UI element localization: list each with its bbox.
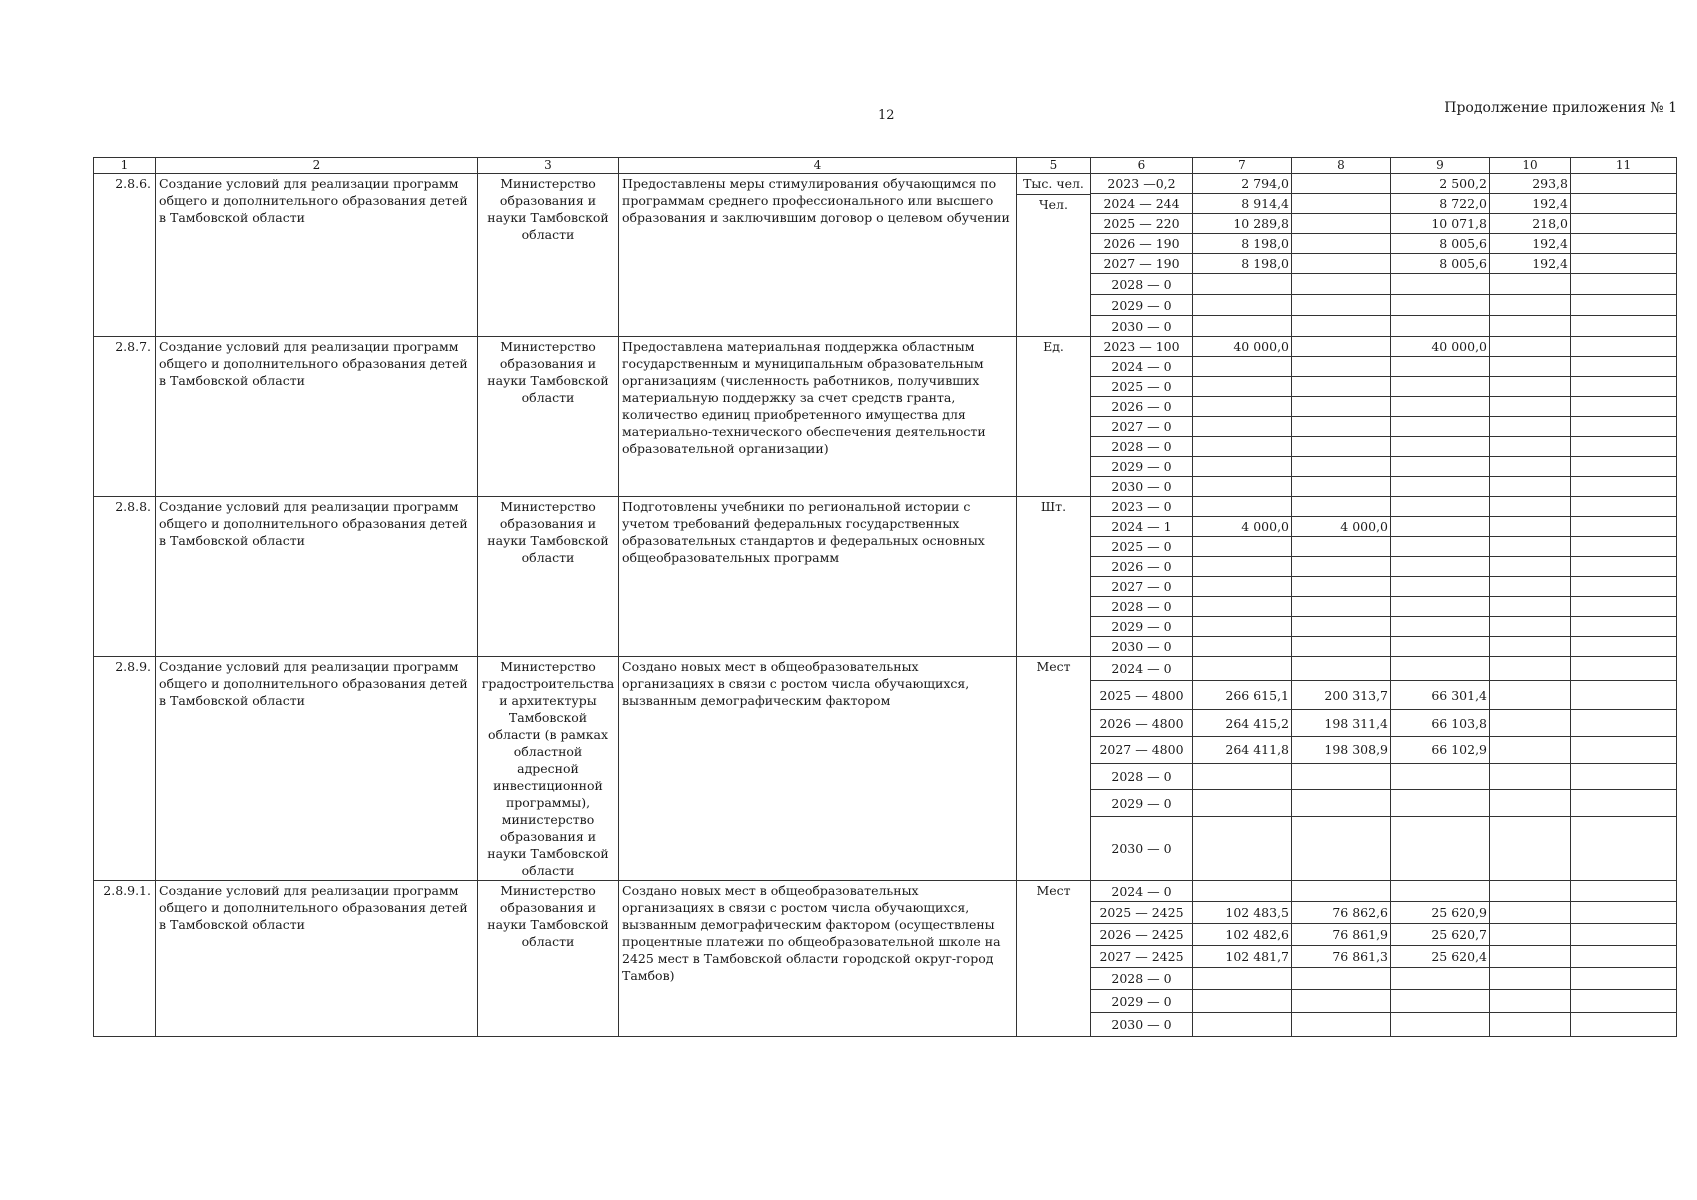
column-number-row: [94, 158, 1677, 174]
column-11-cell: [1571, 377, 1677, 397]
year-value: 2026 — 2425: [1091, 924, 1193, 946]
section-units: [1017, 881, 1091, 1037]
unit-label: Мест: [1036, 659, 1071, 674]
federal-value: [1292, 194, 1391, 214]
section-units: [1017, 337, 1091, 497]
total-value: [1193, 437, 1292, 457]
local-value: [1490, 597, 1571, 617]
federal-value: [1292, 1013, 1391, 1037]
column-number: 10: [1490, 158, 1571, 174]
total-value: 266 615,1: [1193, 681, 1292, 710]
local-value: [1490, 477, 1571, 497]
federal-value: [1292, 657, 1391, 681]
total-value: [1193, 968, 1292, 990]
column-11-cell: [1571, 437, 1677, 457]
year-value: 2027 — 2425: [1091, 946, 1193, 968]
year-value: 2027 — 190: [1091, 254, 1193, 274]
section-result: Создано новых мест в общеобразовательных организациях в связи с ростом числа обучающихся, вызванным демографическим фактором (осуществлены процентные платежи по общеобразовательной школе на 2425 мест в Тамбовской области городской округ-город Тамбов): [619, 881, 1017, 1037]
regional-value: [1391, 790, 1490, 817]
regional-value: [1391, 637, 1490, 657]
column-11-cell: [1571, 657, 1677, 681]
section-name: Создание условий для реализации программ общего и дополнительного образования детей в Тамбовской области: [156, 497, 478, 657]
total-value: 4 000,0: [1193, 517, 1292, 537]
regional-value: 66 301,4: [1391, 681, 1490, 710]
local-value: 192,4: [1490, 234, 1571, 254]
local-value: [1490, 337, 1571, 357]
regional-value: [1391, 377, 1490, 397]
column-11-cell: [1571, 881, 1677, 902]
regional-value: 40 000,0: [1391, 337, 1490, 357]
total-value: 102 482,6: [1193, 924, 1292, 946]
year-value: 2025 — 2425: [1091, 902, 1193, 924]
regional-value: [1391, 968, 1490, 990]
year-value: 2027 — 4800: [1091, 737, 1193, 764]
year-value: 2029 — 0: [1091, 617, 1193, 637]
year-value: 2028 — 0: [1091, 597, 1193, 617]
year-value: 2024 — 1: [1091, 517, 1193, 537]
regional-value: 2 500,2: [1391, 174, 1490, 194]
local-value: [1490, 657, 1571, 681]
local-value: [1490, 397, 1571, 417]
column-number: 5: [1017, 158, 1091, 174]
local-value: [1490, 537, 1571, 557]
federal-value: [1292, 477, 1391, 497]
regional-value: [1391, 437, 1490, 457]
federal-value: [1292, 397, 1391, 417]
regional-value: 25 620,9: [1391, 902, 1490, 924]
total-value: [1193, 637, 1292, 657]
column-11-cell: [1571, 990, 1677, 1013]
federal-value: [1292, 597, 1391, 617]
regional-value: [1391, 497, 1490, 517]
section-units: [1017, 657, 1091, 881]
year-value: 2026 — 190: [1091, 234, 1193, 254]
local-value: [1490, 902, 1571, 924]
regional-value: [1391, 817, 1490, 881]
year-value: 2030 — 0: [1091, 477, 1193, 497]
local-value: [1490, 274, 1571, 295]
local-value: [1490, 417, 1571, 437]
federal-value: [1292, 437, 1391, 457]
year-value: 2028 — 0: [1091, 763, 1193, 790]
local-value: [1490, 990, 1571, 1013]
regional-value: [1391, 316, 1490, 337]
total-value: 40 000,0: [1193, 337, 1292, 357]
total-value: [1193, 577, 1292, 597]
column-number: 4: [619, 158, 1017, 174]
federal-value: [1292, 557, 1391, 577]
regional-value: [1391, 357, 1490, 377]
total-value: [1193, 457, 1292, 477]
column-11-cell: [1571, 817, 1677, 881]
total-value: [1193, 477, 1292, 497]
column-number: 9: [1391, 158, 1490, 174]
column-11-cell: [1571, 681, 1677, 710]
total-value: [1193, 357, 1292, 377]
regional-value: [1391, 1013, 1490, 1037]
year-value: 2029 — 0: [1091, 790, 1193, 817]
total-value: 264 411,8: [1193, 737, 1292, 764]
federal-value: [1292, 234, 1391, 254]
local-value: 218,0: [1490, 214, 1571, 234]
year-value: 2027 — 0: [1091, 577, 1193, 597]
federal-value: [1292, 817, 1391, 881]
year-value: 2029 — 0: [1091, 457, 1193, 477]
year-value: 2023 — 0: [1091, 497, 1193, 517]
federal-value: [1292, 337, 1391, 357]
column-11-cell: [1571, 617, 1677, 637]
total-value: [1193, 617, 1292, 637]
regional-value: [1391, 881, 1490, 902]
local-value: [1490, 557, 1571, 577]
year-value: 2025 — 0: [1091, 537, 1193, 557]
total-value: 10 289,8: [1193, 214, 1292, 234]
total-value: 8 198,0: [1193, 234, 1292, 254]
regional-value: [1391, 597, 1490, 617]
total-value: [1193, 377, 1292, 397]
local-value: [1490, 968, 1571, 990]
column-number: 11: [1571, 158, 1677, 174]
regional-value: [1391, 274, 1490, 295]
federal-value: [1292, 254, 1391, 274]
section-name: Создание условий для реализации программ общего и дополнительного образования детей в Тамбовской области: [156, 657, 478, 881]
local-value: [1490, 681, 1571, 710]
section-executor: Министерство образования и науки Тамбовской области: [478, 337, 619, 497]
total-value: [1193, 274, 1292, 295]
total-value: [1193, 316, 1292, 337]
section-code: 2.8.9.1.: [94, 881, 156, 1037]
section-result: Предоставлены меры стимулирования обучающимся по программам среднего профессионального или высшего образования и заключившим договор о целевом обучении: [619, 174, 1017, 337]
column-11-cell: [1571, 457, 1677, 477]
unit-label: Чел.: [1039, 197, 1068, 212]
federal-value: [1292, 763, 1391, 790]
local-value: [1490, 517, 1571, 537]
local-value: [1490, 357, 1571, 377]
column-11-cell: [1571, 254, 1677, 274]
year-value: 2025 — 0: [1091, 377, 1193, 397]
unit-label: Тыс. чел.: [1017, 174, 1090, 195]
federal-value: [1292, 457, 1391, 477]
section-result: Предоставлена материальная поддержка областным государственным и муниципальным образовательным организациям (численность работников, получивших материальную поддержку за счет средств гранта, количество единиц приобретенного имущества для материально-технического обеспечения деятельности образовательной организации): [619, 337, 1017, 497]
page-number: 12: [878, 108, 895, 123]
federal-value: [1292, 357, 1391, 377]
column-number: 7: [1193, 158, 1292, 174]
regional-value: 25 620,7: [1391, 924, 1490, 946]
column-11-cell: [1571, 637, 1677, 657]
year-value: 2025 — 4800: [1091, 681, 1193, 710]
local-value: [1490, 295, 1571, 316]
federal-value: 4 000,0: [1292, 517, 1391, 537]
year-value: 2030 — 0: [1091, 1013, 1193, 1037]
section-result: Создано новых мест в общеобразовательных организациях в связи с ростом числа обучающихся, вызванным демографическим фактором: [619, 657, 1017, 881]
federal-value: 76 862,6: [1292, 902, 1391, 924]
year-value: 2030 — 0: [1091, 817, 1193, 881]
program-table: [93, 157, 1677, 1037]
section-units: [1017, 174, 1091, 337]
regional-value: [1391, 990, 1490, 1013]
federal-value: [1292, 497, 1391, 517]
regional-value: [1391, 763, 1490, 790]
total-value: [1193, 881, 1292, 902]
federal-value: [1292, 174, 1391, 194]
total-value: [1193, 417, 1292, 437]
total-value: 8 198,0: [1193, 254, 1292, 274]
federal-value: 198 311,4: [1292, 710, 1391, 737]
column-11-cell: [1571, 737, 1677, 764]
year-value: 2023 —0,2: [1091, 174, 1193, 194]
column-11-cell: [1571, 710, 1677, 737]
table-row: [94, 174, 1677, 194]
federal-value: [1292, 637, 1391, 657]
year-value: 2028 — 0: [1091, 437, 1193, 457]
section-code: 2.8.6.: [94, 174, 156, 337]
local-value: [1490, 763, 1571, 790]
federal-value: [1292, 617, 1391, 637]
total-value: [1193, 497, 1292, 517]
total-value: [1193, 657, 1292, 681]
federal-value: [1292, 295, 1391, 316]
local-value: 192,4: [1490, 254, 1571, 274]
regional-value: [1391, 457, 1490, 477]
total-value: 102 481,7: [1193, 946, 1292, 968]
column-11-cell: [1571, 234, 1677, 254]
local-value: [1490, 637, 1571, 657]
column-11-cell: [1571, 357, 1677, 377]
total-value: 102 483,5: [1193, 902, 1292, 924]
federal-value: [1292, 417, 1391, 437]
column-11-cell: [1571, 1013, 1677, 1037]
federal-value: [1292, 377, 1391, 397]
year-value: 2028 — 0: [1091, 274, 1193, 295]
column-11-cell: [1571, 946, 1677, 968]
year-value: 2027 — 0: [1091, 417, 1193, 437]
local-value: [1490, 946, 1571, 968]
regional-value: 66 103,8: [1391, 710, 1490, 737]
year-value: 2029 — 0: [1091, 990, 1193, 1013]
regional-value: [1391, 617, 1490, 637]
continuation-caption: Продолжение приложения № 1: [1444, 100, 1677, 116]
regional-value: [1391, 657, 1490, 681]
column-11-cell: [1571, 274, 1677, 295]
total-value: 264 415,2: [1193, 710, 1292, 737]
section-executor: Министерство образования и науки Тамбовской области: [478, 881, 619, 1037]
column-11-cell: [1571, 316, 1677, 337]
regional-value: 25 620,4: [1391, 946, 1490, 968]
year-value: 2030 — 0: [1091, 316, 1193, 337]
column-number: 1: [94, 158, 156, 174]
regional-value: [1391, 295, 1490, 316]
year-value: 2026 — 0: [1091, 557, 1193, 577]
regional-value: [1391, 397, 1490, 417]
year-value: 2025 — 220: [1091, 214, 1193, 234]
section-name: Создание условий для реализации программ общего и дополнительного образования детей в Тамбовской области: [156, 337, 478, 497]
local-value: [1490, 497, 1571, 517]
total-value: 8 914,4: [1193, 194, 1292, 214]
column-11-cell: [1571, 537, 1677, 557]
section-name: Создание условий для реализации программ общего и дополнительного образования детей в Тамбовской области: [156, 174, 478, 337]
regional-value: 66 102,9: [1391, 737, 1490, 764]
federal-value: [1292, 577, 1391, 597]
regional-value: 8 722,0: [1391, 194, 1490, 214]
regional-value: [1391, 577, 1490, 597]
regional-value: [1391, 477, 1490, 497]
column-11-cell: [1571, 497, 1677, 517]
column-11-cell: [1571, 597, 1677, 617]
local-value: [1490, 316, 1571, 337]
total-value: [1193, 763, 1292, 790]
column-11-cell: [1571, 194, 1677, 214]
column-number: 2: [156, 158, 478, 174]
federal-value: [1292, 990, 1391, 1013]
unit-label: Мест: [1036, 883, 1071, 898]
total-value: [1193, 597, 1292, 617]
year-value: 2026 — 4800: [1091, 710, 1193, 737]
column-11-cell: [1571, 417, 1677, 437]
year-value: 2024 — 0: [1091, 657, 1193, 681]
local-value: [1490, 577, 1571, 597]
year-value: 2024 — 244: [1091, 194, 1193, 214]
section-units: [1017, 497, 1091, 657]
section-executor: Министерство градостроительства и архитектуры Тамбовской области (в рамках областной адресной инвестиционной программы), министерство образования и науки Тамбовской области: [478, 657, 619, 881]
year-value: 2028 — 0: [1091, 968, 1193, 990]
year-value: 2024 — 0: [1091, 357, 1193, 377]
total-value: [1193, 1013, 1292, 1037]
table-row: [94, 881, 1677, 902]
federal-value: 200 313,7: [1292, 681, 1391, 710]
column-11-cell: [1571, 763, 1677, 790]
table-row: [94, 497, 1677, 517]
total-value: [1193, 790, 1292, 817]
year-value: 2026 — 0: [1091, 397, 1193, 417]
regional-value: 8 005,6: [1391, 254, 1490, 274]
year-value: 2024 — 0: [1091, 881, 1193, 902]
local-value: [1490, 737, 1571, 764]
column-11-cell: [1571, 924, 1677, 946]
local-value: [1490, 924, 1571, 946]
federal-value: 76 861,9: [1292, 924, 1391, 946]
local-value: [1490, 1013, 1571, 1037]
section-name: Создание условий для реализации программ общего и дополнительного образования детей в Тамбовской области: [156, 881, 478, 1037]
column-11-cell: [1571, 577, 1677, 597]
regional-value: [1391, 517, 1490, 537]
table-row: [94, 657, 1677, 681]
local-value: [1490, 881, 1571, 902]
local-value: [1490, 710, 1571, 737]
regional-value: 8 005,6: [1391, 234, 1490, 254]
section-executor: Министерство образования и науки Тамбовской области: [478, 497, 619, 657]
total-value: [1193, 557, 1292, 577]
local-value: [1490, 457, 1571, 477]
column-11-cell: [1571, 397, 1677, 417]
column-11-cell: [1571, 337, 1677, 357]
total-value: [1193, 397, 1292, 417]
year-value: 2029 — 0: [1091, 295, 1193, 316]
federal-value: [1292, 316, 1391, 337]
table-row: [94, 337, 1677, 357]
total-value: [1193, 537, 1292, 557]
total-value: [1193, 990, 1292, 1013]
local-value: 192,4: [1490, 194, 1571, 214]
column-number: 8: [1292, 158, 1391, 174]
regional-value: [1391, 417, 1490, 437]
federal-value: 76 861,3: [1292, 946, 1391, 968]
unit-label: Шт.: [1040, 499, 1067, 514]
regional-value: [1391, 537, 1490, 557]
federal-value: [1292, 214, 1391, 234]
column-11-cell: [1571, 968, 1677, 990]
column-11-cell: [1571, 477, 1677, 497]
column-11-cell: [1571, 517, 1677, 537]
section-code: 2.8.9.: [94, 657, 156, 881]
section-executor: Министерство образования и науки Тамбовской области: [478, 174, 619, 337]
column-11-cell: [1571, 790, 1677, 817]
column-number: 3: [478, 158, 619, 174]
local-value: [1490, 790, 1571, 817]
regional-value: [1391, 557, 1490, 577]
total-value: [1193, 295, 1292, 316]
local-value: 293,8: [1490, 174, 1571, 194]
column-11-cell: [1571, 214, 1677, 234]
column-11-cell: [1571, 295, 1677, 316]
local-value: [1490, 377, 1571, 397]
federal-value: 198 308,9: [1292, 737, 1391, 764]
federal-value: [1292, 968, 1391, 990]
year-value: 2023 — 100: [1091, 337, 1193, 357]
total-value: 2 794,0: [1193, 174, 1292, 194]
column-11-cell: [1571, 174, 1677, 194]
federal-value: [1292, 274, 1391, 295]
local-value: [1490, 437, 1571, 457]
column-11-cell: [1571, 557, 1677, 577]
unit-label: Ед.: [1043, 339, 1064, 354]
column-number: 6: [1091, 158, 1193, 174]
section-code: 2.8.8.: [94, 497, 156, 657]
federal-value: [1292, 881, 1391, 902]
total-value: [1193, 817, 1292, 881]
federal-value: [1292, 537, 1391, 557]
section-code: 2.8.7.: [94, 337, 156, 497]
local-value: [1490, 817, 1571, 881]
federal-value: [1292, 790, 1391, 817]
section-result: Подготовлены учебники по региональной истории с учетом требований федеральных государственных образовательных стандартов и федеральных основных общеобразовательных программ: [619, 497, 1017, 657]
local-value: [1490, 617, 1571, 637]
regional-value: 10 071,8: [1391, 214, 1490, 234]
year-value: 2030 — 0: [1091, 637, 1193, 657]
column-11-cell: [1571, 902, 1677, 924]
